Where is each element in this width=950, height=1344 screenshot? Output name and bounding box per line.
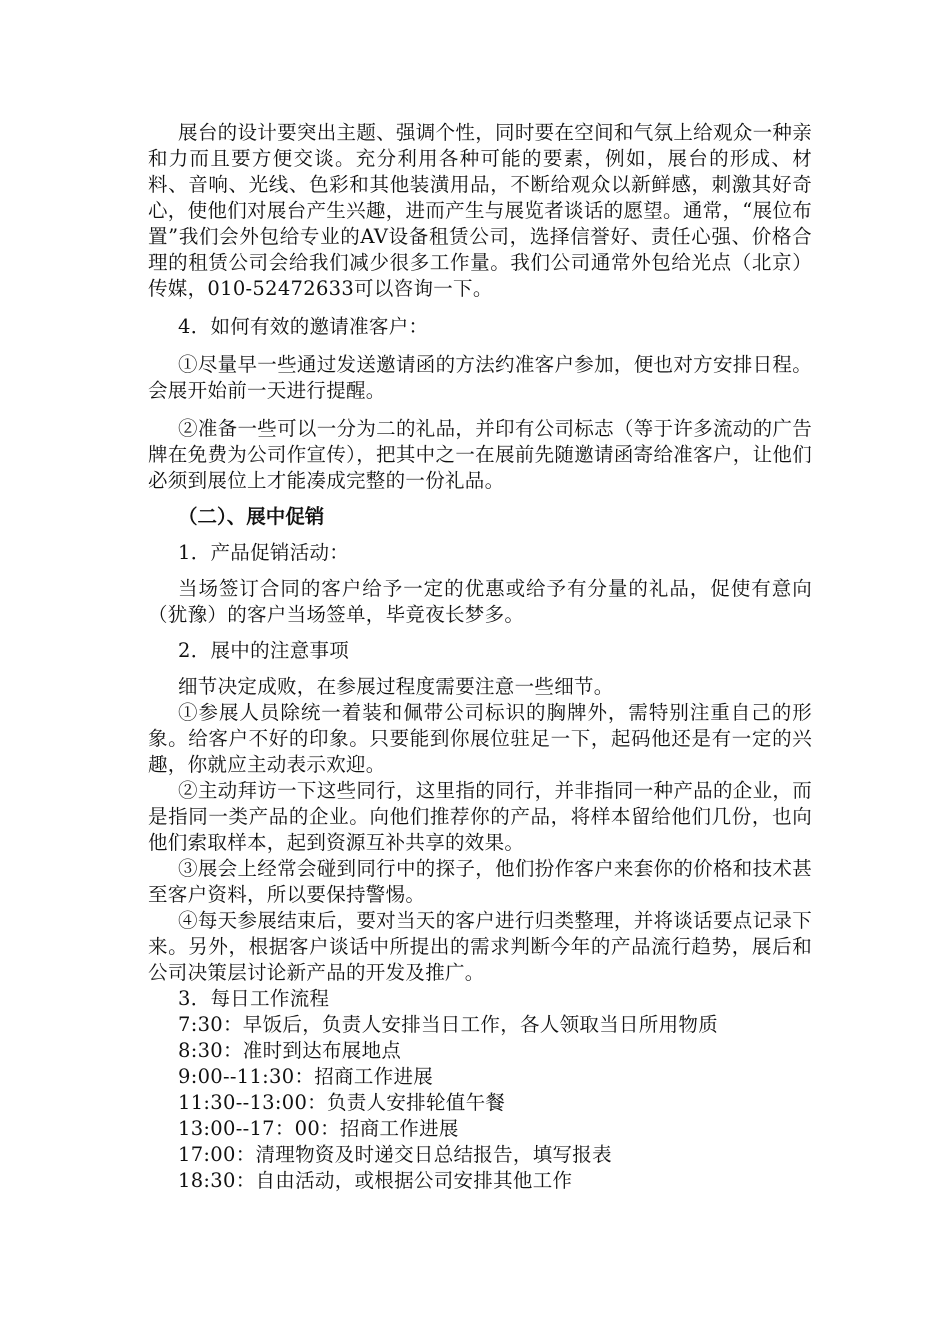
sub1-title: 1．产品促销活动：: [178, 541, 350, 564]
item4-point-1: ①尽量早一些通过发送邀请函的方法约准客户参加，便也对方安排日程。会展开始前一天进行提醒。: [148, 353, 812, 402]
schedule-item: 9:00--11:30：招商工作进展: [178, 1065, 434, 1088]
intro-paragraph: 展台的设计要突出主题、强调个性，同时要在空间和气氛上给观众一种亲和力而且要方便交谈。充分利用各种可能的要素，例如，展台的形成、材料、音响、光线、色彩和其他装潢用品，不断给观众以新鲜感，刺激其好奇心，使他们对展台产生兴趣，进而产生与展览者谈话的愿望。通常，“展位布置”我们会外包给专业的AV设备租赁公司，选择信誉好、责任心强、价格合理的租赁公司会给我们减少很多工作量。我们公司通常外包给光点（北京）传媒，010-52472633可以咨询一下。: [148, 121, 812, 300]
schedule-item: 8:30：准时到达布展地点: [178, 1039, 402, 1062]
schedule-item: 13:00--17：00：招商工作进展: [178, 1117, 459, 1140]
sub2-point-1: ①参展人员除统一着装和佩带公司标识的胸牌外，需特别注重自己的形象。给客户不好的印象。只要能到你展位驻足一下，起码他还是有一定的兴趣，你就应主动表示欢迎。: [148, 701, 812, 776]
sub2-point-2: ②主动拜访一下这些同行，这里指的同行，并非指同一种产品的企业，而是指同一类产品的企业。向他们推荐你的产品，将样本留给他们几份，也向他们索取样本，起到资源互补共享的效果。: [148, 779, 812, 854]
schedule-item: 11:30--13:00：负责人安排轮值午餐: [178, 1091, 506, 1114]
sub2-title: 2．展中的注意事项: [178, 639, 350, 662]
schedule-item: 17:00：清理物资及时递交日总结报告，填写报表: [178, 1143, 612, 1166]
item4-point-2: ②准备一些可以一分为二的礼品，并印有公司标志（等于许多流动的广告牌在免费为公司作宣传），把其中之一在展前先随邀请函寄给准客户，让他们必须到展位上才能凑成完整的一份礼品。: [148, 417, 812, 492]
document-body: [148, 120, 812, 1194]
daily-schedule-list: [148, 1012, 812, 1194]
sub2-intro: 细节决定成败，在参展过程度需要注意一些细节。: [178, 675, 614, 698]
sub1-text: 当场签订合同的客户给予一定的优惠或给予有分量的礼品，促使有意向（犹豫）的客户当场签单，毕竟夜长梦多。: [148, 577, 812, 626]
schedule-item: 18:30：自由活动，或根据公司安排其他工作: [178, 1169, 573, 1192]
item4-title: 4．如何有效的邀请准客户：: [178, 315, 429, 338]
schedule-item: 7:30：早饭后，负责人安排当日工作，各人领取当日所用物质: [178, 1013, 718, 1036]
sub2-point-4: ④每天参展结束后，要对当天的客户进行归类整理，并将谈话要点记录下来。另外，根据客户谈话中所提出的需求判断今年的产品流行趋势，展后和公司决策层讨论新产品的开发及推广。: [148, 909, 812, 984]
sub3-title: 3．每日工作流程: [178, 987, 330, 1010]
section-heading-exhibition-promotion: （二）、展中促销: [178, 505, 325, 528]
sub2-point-3: ③展会上经常会碰到同行中的探子，他们扮作客户来套你的价格和技术甚至客户资料，所以要保持警惕。: [148, 857, 812, 906]
